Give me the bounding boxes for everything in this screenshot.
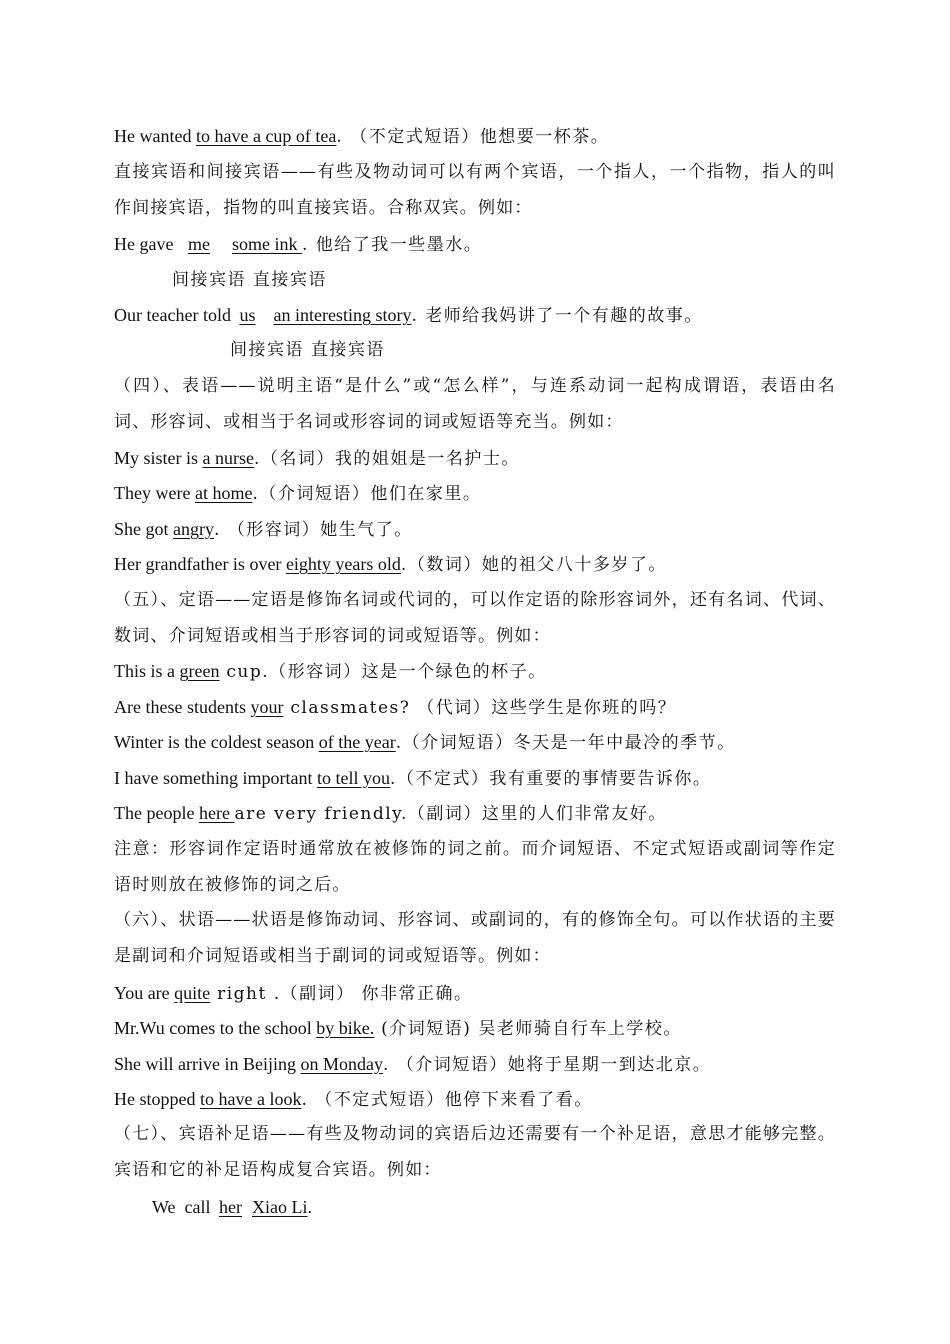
example-sentence-told: Our teacher told us an interesting story. 老师给我妈讲了一个有趣的故事。 xyxy=(114,305,703,326)
example-sentence-winter: Winter is the coldest season of the year.（介词短语）冬天是一年中最冷的季节。 xyxy=(114,732,736,753)
example-sentence-home: They were at home.（介词短语）他们在家里。 xyxy=(114,483,482,504)
underlined-object: to have a cup of tea xyxy=(195,126,337,146)
example-sentence-eighty: Her grandfather is over eighty years old.（数词）她的祖父八十多岁了。 xyxy=(114,554,667,575)
paragraph-adverbial: （六）、状语——状语是修饰动词、形容词、或副词的，有的修饰全句。可以作状语的主要是副词和介词短语或相当于副词的词或短语等。例如： xyxy=(114,910,836,966)
object-labels-gave: 间接宾语 直接宾语 xyxy=(172,270,327,290)
paragraph-note: 注意：形容词作定语时通常放在被修饰的词之前。而介词短语、不定式短语或副词等作定语时则放在被修饰的词之后。 xyxy=(114,839,836,895)
underlined-direct-object: an interesting story xyxy=(273,305,412,325)
example-sentence-your: Are these students your classmates? （代词）这些学生是你班的吗？ xyxy=(114,697,677,718)
underlined-object: her xyxy=(219,1197,243,1217)
example-sentence-quite: You are quite right .（副词） 你非常正确。 xyxy=(114,983,473,1004)
paragraph-attributive: （五）、定语——定语是修饰名词或代词的，可以作定语的除形容词外，还有名词、代词、数词、介词短语或相当于形容词的词或短语等。例如： xyxy=(114,590,836,646)
example-sentence-angry: She got angry. （形容词）她生气了。 xyxy=(114,519,413,540)
paragraph-direct-indirect-objects: 直接宾语和间接宾语——有些及物动词可以有两个宾语，一个指人，一个指物，指人的叫作间接宾语，指物的叫直接宾语。合称双宾。例如： xyxy=(114,162,836,218)
example-sentence-monday: She will arrive in Beijing on Monday. （介词短语）她将于星期一到达北京。 xyxy=(114,1054,712,1075)
example-sentence-nurse: My sister is a nurse.（名词）我的姐姐是一名护士。 xyxy=(114,448,520,469)
underlined-direct-object: some ink xyxy=(231,234,302,254)
example-sentence-tea: He wanted to have a cup of tea. （不定式短语）他想要一杯茶。 xyxy=(114,126,610,147)
example-sentence-tell: I have something important to tell you.（不定式）我有重要的事情要告诉你。 xyxy=(114,768,712,789)
paragraph-predicative: （四）、表语——说明主语“是什么”或“怎么样”，与连系动词一起构成谓语，表语由名词、形容词、或相当于名词或形容词的词或短语等充当。例如： xyxy=(114,376,836,432)
underlined-indirect-object: us xyxy=(239,305,256,325)
example-sentence-look: He stopped to have a look. （不定式短语）他停下来看了看。 xyxy=(114,1089,593,1110)
paragraph-object-complement: （七）、宾语补足语——有些及物动词的宾语后边还需要有一个补足语，意思才能够完整。宾语和它的补足语构成复合宾语。例如： xyxy=(114,1124,836,1180)
example-sentence-gave: He gave me some ink . 他给了我一些墨水。 xyxy=(114,234,483,255)
example-sentence-green: This is a green cup.（形容词）这是一个绿色的杯子。 xyxy=(114,661,547,682)
example-sentence-bike: Mr.Wu comes to the school by bike. (介词短语) 吴老师骑自行车上学校。 xyxy=(114,1018,682,1039)
underlined-object-complement: Xiao Li xyxy=(252,1197,308,1217)
example-sentence-call: We call her Xiao Li. xyxy=(152,1197,313,1217)
object-labels-told: 间接宾语 直接宾语 xyxy=(230,340,385,360)
example-sentence-here: The people here are very friendly.（副词）这里的人们非常友好。 xyxy=(114,803,667,824)
underlined-indirect-object: me xyxy=(187,234,210,254)
